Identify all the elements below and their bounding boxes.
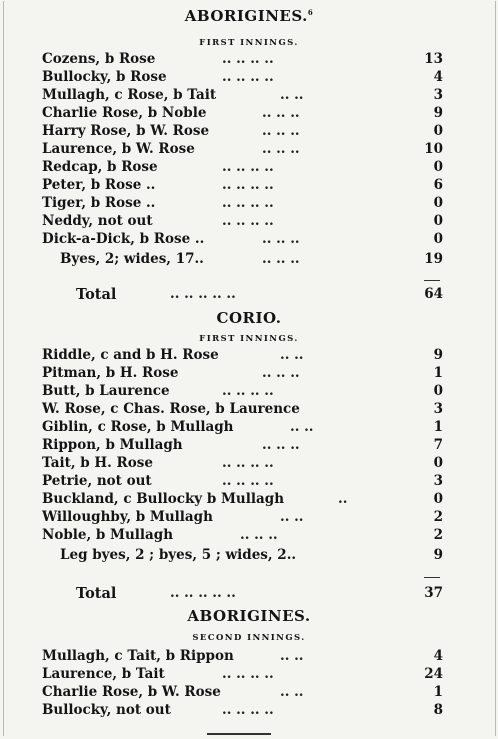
batsman-row: Charlie Rose, b Noble .. .. .. 9 — [42, 105, 443, 121]
batsman-row: Mullagh, c Tait, b Rippon .. .. 4 — [42, 648, 443, 664]
runs: 4 — [433, 648, 443, 664]
runs: 0 — [433, 195, 443, 211]
runs: 2 — [433, 527, 443, 543]
batsman-row: Dick-a-Dick, b Rose .. .. .. .. 0 — [42, 231, 443, 247]
batsman-row: Noble, b Mullagh .. .. .. 2 — [42, 527, 443, 543]
total-runs: 37 — [424, 585, 443, 601]
runs: 10 — [424, 141, 443, 157]
runs: 1 — [433, 684, 443, 700]
batsman-row: Bullocky, not out .. .. .. .. 8 — [42, 702, 443, 718]
batsman-row: Bullocky, b Rose .. .. .. .. 4 — [42, 69, 443, 85]
batsman-row: Rippon, b Mullagh .. .. .. 7 — [42, 437, 443, 453]
team-heading: CORIO. — [216, 309, 282, 327]
runs: 0 — [433, 123, 443, 139]
batsman-row: Harry Rose, b W. Rose .. .. .. 0 — [42, 123, 443, 139]
runs: 8 — [433, 702, 443, 718]
batsman-row: Tiger, b Rose .. .. .. .. .. 0 — [42, 195, 443, 211]
end-rule — [207, 733, 271, 735]
batsman-row: Mullagh, c Rose, b Tait .. .. 3 — [42, 87, 443, 103]
extras-row: Byes, 2; wides, 17.. .. .. .. 19 — [60, 251, 443, 267]
runs: 9 — [433, 105, 443, 121]
team-name: ABORIGINES. — [184, 7, 308, 25]
team-heading: ABORIGINES. — [187, 607, 311, 625]
batsman-row: Neddy, not out .. .. .. .. 0 — [42, 213, 443, 229]
batsman-row: Butt, b Laurence .. .. .. .. 0 — [42, 383, 443, 399]
team-heading — [0, 7, 498, 25]
batsman-row: Peter, b Rose .. .. .. .. .. 6 — [42, 177, 443, 193]
total-runs: 64 — [424, 286, 443, 302]
batsman-row: Tait, b H. Rose .. .. .. .. 0 — [42, 455, 443, 471]
runs: 0 — [433, 213, 443, 229]
runs: 9 — [433, 347, 443, 363]
total-row: Total .. .. .. .. .. 37 — [76, 585, 443, 602]
batsman-row: Charlie Rose, b W. Rose .. .. 1 — [42, 684, 443, 700]
runs: 4 — [433, 69, 443, 85]
batsman-row: Buckland, c Bullocky b Mullagh .. 0 — [42, 491, 443, 507]
runs: 0 — [433, 159, 443, 175]
innings-heading: FIRST INNINGS. — [199, 334, 299, 344]
runs: 0 — [433, 231, 443, 247]
runs: 0 — [433, 455, 443, 471]
innings-heading: SECOND INNINGS. — [192, 633, 306, 643]
total-rule — [424, 280, 440, 281]
batsman-row: Laurence, b Tait .. .. .. .. 24 — [42, 666, 443, 682]
runs: 0 — [433, 383, 443, 399]
runs: 6 — [433, 177, 443, 193]
runs: 1 — [433, 419, 443, 435]
runs: 24 — [424, 666, 443, 682]
runs: 3 — [433, 473, 443, 489]
batsman-row: Giblin, c Rose, b Mullagh .. .. 1 — [42, 419, 443, 435]
batsman-row: Cozens, b Rose .. .. .. .. 13 — [42, 51, 443, 67]
runs: 2 — [433, 509, 443, 525]
runs: 0 — [433, 491, 443, 507]
extras-row: Leg byes, 2 ; byes, 5 ; wides, 2.. 9 — [60, 547, 443, 563]
runs: 9 — [433, 547, 443, 563]
runs: 13 — [424, 51, 443, 67]
runs: 1 — [433, 365, 443, 381]
total-rule — [424, 577, 440, 578]
batsman-row: Pitman, b H. Rose .. .. .. 1 — [42, 365, 443, 381]
batsman-row: Redcap, b Rose .. .. .. .. 0 — [42, 159, 443, 175]
batsman-row: Petrie, not out .. .. .. .. 3 — [42, 473, 443, 489]
batsman-row: Laurence, b W. Rose .. .. .. 10 — [42, 141, 443, 157]
batsman-row: W. Rose, c Chas. Rose, b Laurence 3 — [42, 401, 443, 417]
heading-mark: 6 — [307, 8, 314, 17]
batsman-row: Riddle, c and b H. Rose .. .. 9 — [42, 347, 443, 363]
innings-heading: FIRST INNINGS. — [199, 38, 299, 48]
batsman-row: Willoughby, b Mullagh .. .. 2 — [42, 509, 443, 525]
runs: 3 — [433, 87, 443, 103]
runs: 19 — [424, 251, 443, 267]
runs: 7 — [433, 437, 443, 453]
total-row: Total .. .. .. .. .. 64 — [76, 286, 443, 303]
runs: 3 — [433, 401, 443, 417]
